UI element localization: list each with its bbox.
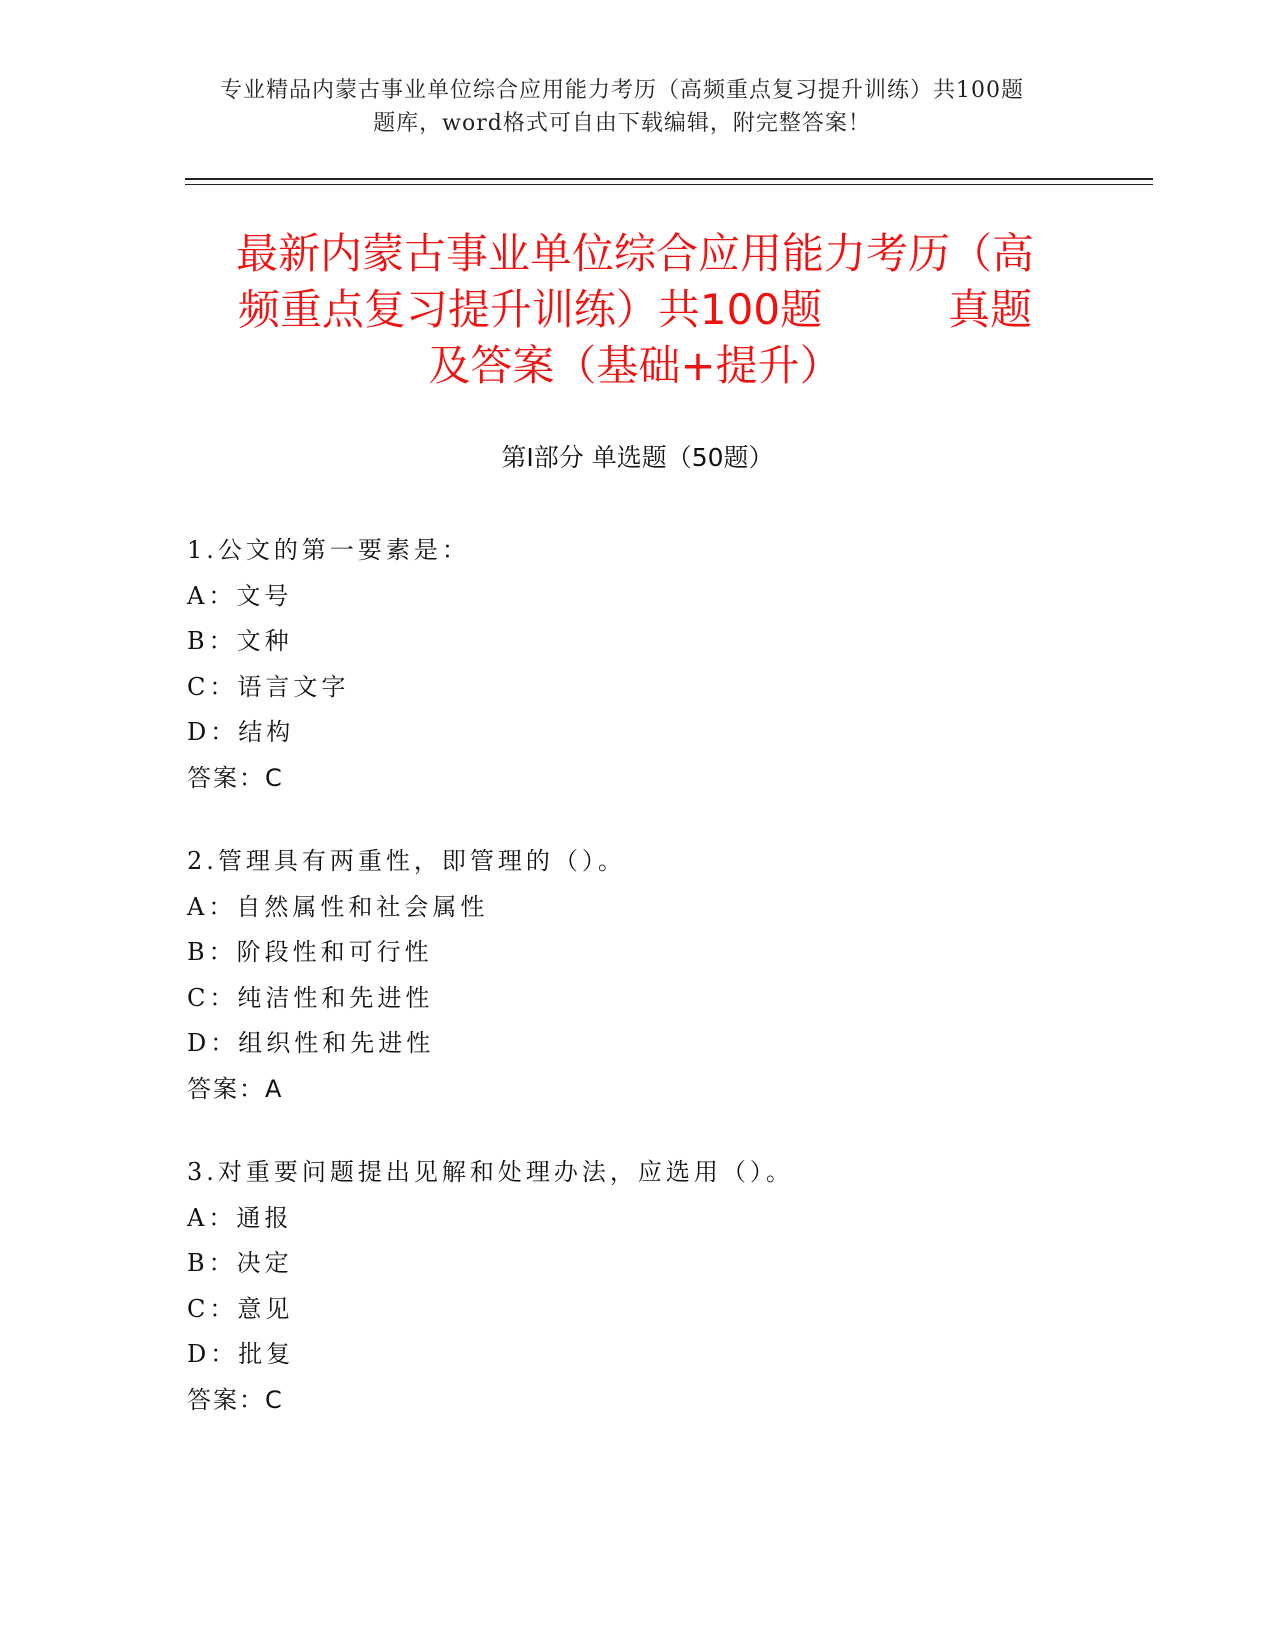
- document-header: [187, 74, 1057, 140]
- question-stem: 2.管理具有两重性，即管理的（）。: [187, 847, 626, 875]
- answer: 答案：C: [187, 1385, 284, 1414]
- option-b: B：阶段性和可行性: [187, 938, 433, 966]
- header-line-2: 题库，word格式可自由下载编辑，附完整答案！: [373, 111, 871, 136]
- option-d: D：结构: [187, 718, 295, 746]
- question-3: [187, 1150, 1087, 1423]
- header-rule-thick: [185, 178, 1153, 180]
- option-c: C：意见: [187, 1294, 294, 1323]
- question-2: [187, 839, 1087, 1112]
- option-a: A：自然属性和社会属性: [187, 892, 489, 921]
- section-title: 第Ⅰ部分 单选题（50题）: [501, 443, 774, 472]
- title-line-3: 及答案（基础+提升）: [428, 341, 842, 390]
- header-line-1: 专业精品内蒙古事业单位综合应用能力考历（高频重点复习提升训练）共100题: [220, 78, 1024, 103]
- option-c: C：纯洁性和先进性: [187, 983, 434, 1012]
- question-stem: 1.公文的第一要素是：: [187, 536, 470, 564]
- title-line-2: 频重点复习提升训练）共100题 真题: [237, 285, 1033, 334]
- answer: 答案：C: [187, 763, 284, 792]
- option-d: D：批复: [187, 1340, 295, 1368]
- title-line-1: 最新内蒙古事业单位综合应用能力考历（高: [235, 229, 1034, 278]
- option-b: B：文种: [187, 627, 293, 655]
- option-d: D：组织性和先进性: [187, 1029, 435, 1057]
- answer: 答案：A: [187, 1074, 284, 1103]
- question-1: [187, 528, 1087, 801]
- question-stem: 3.对重要问题提出见解和处理办法，应选用（）。: [187, 1158, 794, 1186]
- header-rule-thin: [185, 184, 1153, 185]
- document-title: [195, 226, 1075, 394]
- option-b: B：决定: [187, 1249, 293, 1277]
- option-a: A：文号: [187, 581, 293, 610]
- question-list: [187, 528, 1087, 1461]
- option-c: C：语言文字: [187, 672, 350, 701]
- option-a: A：通报: [187, 1203, 293, 1232]
